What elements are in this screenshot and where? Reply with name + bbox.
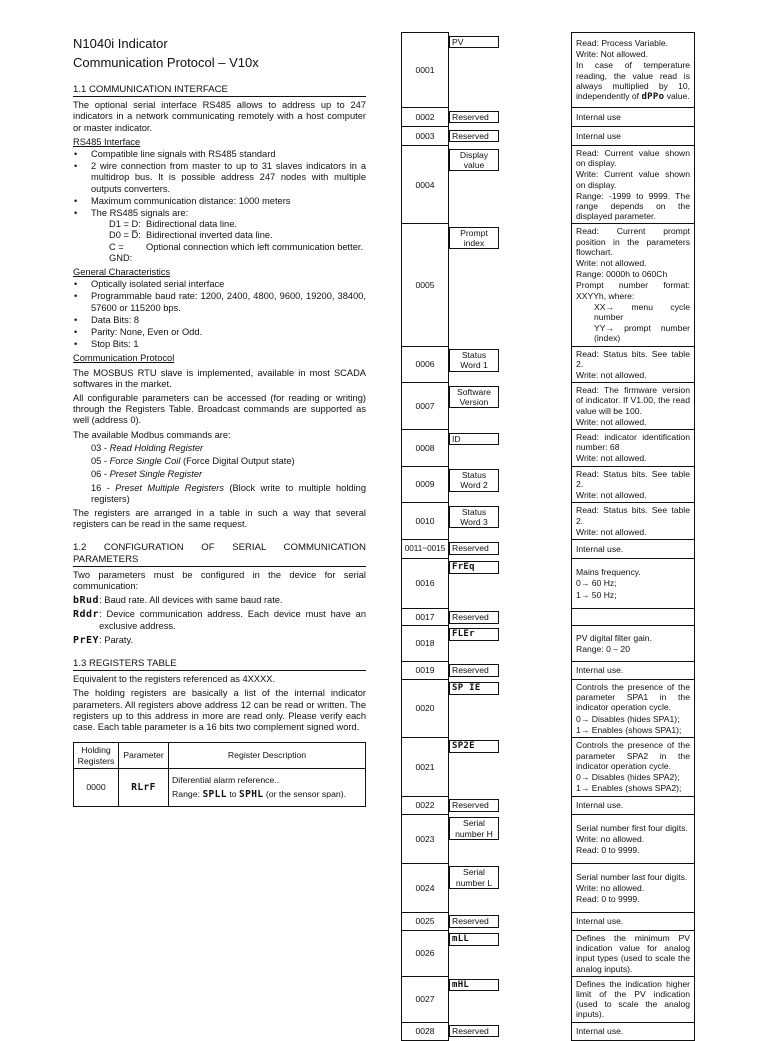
description-line: Internal use. — [576, 543, 624, 554]
command-number: 03 - — [91, 442, 110, 453]
command-name: Preset Multiple Registers — [115, 482, 225, 493]
register-number: 0002 — [402, 108, 449, 127]
registers-table — [401, 32, 695, 1041]
parameter-name: Serial number L — [449, 866, 499, 888]
parameter-code: PrEY — [73, 634, 100, 646]
register-description — [572, 814, 695, 863]
description-line: YY→ prompt number (index) — [594, 323, 690, 344]
description-line: Write: not allowed. — [576, 258, 647, 269]
signal-value: Bidirectional data line. — [146, 219, 237, 230]
list-item: • The RS485 signals are: — [73, 208, 366, 219]
list-item: • Compatible line signals with RS485 standard — [73, 149, 366, 160]
parameter-name — [119, 769, 169, 807]
description-line: Write: no allowed. — [576, 882, 645, 893]
description-line: 0→ 60 Hz; — [576, 578, 617, 589]
description-line: Internal use. — [576, 665, 624, 676]
register-number: 0022 — [402, 796, 449, 814]
parameter-code: SP2E — [452, 741, 475, 752]
description-line: Read: indicator identification number: 68 — [576, 432, 690, 453]
signal-value: Optional connection which left communication better. — [146, 241, 364, 252]
paragraph: Equivalent to the registers referenced as 4XXXX. — [73, 674, 276, 685]
register-description — [572, 608, 695, 625]
parameter-name: Status Word 1 — [449, 349, 499, 371]
modbus-command — [73, 456, 366, 467]
register-number: 0001 — [402, 33, 449, 108]
command-number: 05 - — [91, 456, 110, 467]
parameter-description: : Paraty. — [99, 634, 134, 645]
description-line: Read: Current prompt position in the parameters flowchart. — [576, 226, 690, 257]
register-description — [572, 346, 695, 383]
parameter-name: ID — [449, 433, 499, 445]
parameter-name — [449, 933, 499, 945]
register-description — [572, 737, 695, 796]
command-name: Force Single Coil — [109, 456, 181, 467]
description-line: 1→ Enables (shows SPA2); — [576, 783, 682, 794]
table-row — [402, 661, 695, 679]
parameter-name: Reserved — [449, 111, 499, 123]
description-line: Internal use. — [576, 800, 624, 811]
table-row — [402, 127, 695, 146]
description-line: 0→ Disables (hides SPA1); — [576, 713, 680, 724]
register-number: 0018 — [402, 625, 449, 661]
description-line: XX→ menu cycle number — [594, 301, 690, 323]
left-column — [73, 34, 366, 807]
section-heading-registers: 1.3 REGISTERS TABLE — [73, 658, 366, 671]
parameter-code: dPPo — [641, 91, 665, 102]
list-item: • Optically isolated serial interface — [73, 279, 366, 290]
description-line: Read: Status bits. See table 2. — [576, 468, 690, 489]
command-name: Preset Single Register — [109, 469, 203, 480]
register-number: 0025 — [402, 912, 449, 930]
table-row — [402, 863, 695, 912]
parameter-description: : Device communication address. Each device must have an exclusive address. — [99, 609, 366, 631]
register-description — [572, 108, 695, 127]
description-line: 1→ Enables (shows SPA1); — [576, 724, 682, 735]
description-line: Range: 0 – 20 — [576, 643, 630, 654]
subheading-protocol: Communication Protocol — [73, 353, 175, 364]
parameter-code: SP IE — [452, 683, 481, 694]
register-description — [572, 127, 695, 146]
parameter-code: mHL — [452, 980, 470, 991]
register-number: 0003 — [402, 127, 449, 146]
parameter-name: Prompt index — [449, 227, 499, 249]
list-item: • Parity: None, Even or Odd. — [73, 327, 366, 338]
right-column — [401, 32, 695, 1041]
description-text: value. — [666, 90, 690, 101]
register-number: 0010 — [402, 503, 449, 540]
column-header: Parameter — [119, 743, 169, 769]
parameter-name — [449, 682, 499, 694]
range-max: SPHL — [239, 788, 264, 800]
register-description — [572, 146, 695, 224]
parameter-name: Reserved — [449, 542, 499, 554]
list-item: • Maximum communication distance: 1000 meters — [73, 196, 366, 207]
description-line: 1→ 50 Hz; — [576, 589, 617, 600]
parameter-code: FLEr — [452, 629, 475, 640]
register-description — [572, 661, 695, 679]
description-line: Range: -1999 to 9999. The range depends on the displayed parameter. — [576, 190, 690, 222]
rs485-list — [73, 149, 366, 219]
description-line: Defines the indication higher limit of the PV indication (used to scale the analog inputs). — [576, 978, 690, 1020]
description-line: Write: not allowed. — [576, 490, 647, 501]
register-number: 0004 — [402, 146, 449, 224]
paragraph: The available Modbus commands are: — [73, 429, 231, 440]
description-line: Write: not allowed. — [576, 453, 647, 464]
description-line: Write: Not allowed. — [576, 49, 648, 60]
description-line: Read: Status bits. See table 2. — [576, 348, 690, 369]
register-number: 0017 — [402, 608, 449, 625]
register-number: 0005 — [402, 224, 449, 346]
table-row — [402, 224, 695, 346]
signal-key: C = GND: — [109, 241, 133, 263]
register-description — [572, 930, 695, 976]
list-item: • Data Bits: 8 — [73, 315, 366, 326]
table-row — [402, 108, 695, 127]
description-line: Internal use — [576, 111, 621, 122]
description-line: Write: Current value shown on display. — [576, 169, 690, 190]
table-header-row — [74, 743, 366, 769]
parameter-row — [73, 609, 366, 631]
parameter-name — [449, 561, 499, 573]
command-note: (Force Digital Output state) — [180, 456, 295, 467]
table-row — [402, 1022, 695, 1040]
register-description — [572, 625, 695, 661]
subheading-general: General Characteristics — [73, 267, 171, 278]
general-list — [73, 279, 366, 350]
table-row — [402, 608, 695, 625]
table-row — [402, 737, 695, 796]
description-line: Write: not allowed. — [576, 370, 647, 381]
registers-table-start — [73, 742, 366, 807]
table-row — [402, 346, 695, 383]
column-header: Register Description — [169, 743, 366, 769]
description-line: Read: The firmware version of indicator. If V1.00, the read value will be 100. — [576, 385, 690, 416]
parameter-name: Reserved — [449, 915, 499, 927]
register-description — [572, 679, 695, 737]
signal-key: D0 = D̅: — [109, 230, 141, 241]
list-item: • Stop Bits: 1 — [73, 339, 366, 350]
description-line: Read: 0 to 9999. — [576, 845, 640, 856]
description-line: Internal use. — [576, 1025, 624, 1036]
parameter-name: Reserved — [449, 1025, 499, 1037]
parameter-name — [449, 979, 499, 991]
signal-row — [73, 242, 366, 264]
paragraph: The MOSBUS RTU slave is implemented, available in most SCADA softwares in the market. — [73, 367, 366, 389]
register-number: 0008 — [402, 430, 449, 467]
description-line: Serial number last four digits. — [576, 871, 688, 882]
register-description — [572, 976, 695, 1022]
table-row — [402, 930, 695, 976]
register-number: 0016 — [402, 558, 449, 608]
register-number: 0006 — [402, 346, 449, 383]
parameter-name: Status Word 3 — [449, 506, 499, 528]
command-name: Read Holding Register — [109, 442, 204, 453]
description-line: Write: not allowed. — [576, 526, 647, 537]
table-row — [402, 796, 695, 814]
description-line: Read: Process Variable. — [576, 37, 669, 48]
table-row — [402, 503, 695, 540]
register-description — [572, 466, 695, 503]
parameter-name: Status Word 2 — [449, 469, 499, 491]
signal-key: D1 = D: — [109, 219, 141, 230]
register-number: 0019 — [402, 661, 449, 679]
description-line: Defines the minimum PV indication value for analog input types (used to scale the analog inputs). — [576, 932, 690, 974]
table-row — [402, 539, 695, 558]
parameter-name: Reserved — [449, 664, 499, 676]
table-row — [402, 146, 695, 224]
section-heading-text: 1.2 CONFIGURATION OF SERIAL COMMUNICATION PARAMETERS — [73, 542, 366, 565]
register-description — [572, 33, 695, 108]
parameter-name: Reserved — [449, 611, 499, 623]
description-line: Read: Current value shown on display. — [576, 148, 690, 169]
table-row — [402, 383, 695, 430]
command-number: 06 - — [91, 469, 110, 480]
register-description — [572, 863, 695, 912]
parameter-code: Rddr — [73, 609, 100, 621]
table-row — [402, 912, 695, 930]
signal-value: Bidirectional inverted data line. — [146, 230, 273, 241]
register-number: 0020 — [402, 679, 449, 737]
description-line — [576, 60, 690, 102]
document-title: N1040i Indicator — [73, 36, 168, 51]
range-separator: to — [226, 788, 239, 799]
description-line: Write: no allowed. — [576, 833, 645, 844]
parameter-name: Serial number H — [449, 817, 499, 839]
table-row — [74, 769, 366, 807]
section-heading-configuration — [73, 542, 366, 566]
paragraph: The registers are arranged in a table in such a way that several registers can be read in the same request. — [73, 507, 366, 530]
description-line: Read: 0 to 9999. — [576, 894, 640, 905]
paragraph: Two parameters must be configured in the device for serial communication: — [73, 569, 366, 591]
description-line: Controls the presence of the parameter SPA1 in the indicator operation cycle. — [576, 681, 690, 713]
list-item: • Programmable baud rate: 1200, 2400, 4800, 9600, 19200, 38400, 57600 or 115200 bps. — [73, 291, 366, 313]
list-item: • 2 wire connection from master to up to 31 slaves indicators in a multidrop bus. It is possible address 247 nodes with multiple outputs converters. — [73, 161, 366, 195]
register-number: 0021 — [402, 737, 449, 796]
register-description — [572, 430, 695, 467]
description-line: Prompt number format: XXYYh, where: — [576, 280, 690, 301]
description-line: Internal use. — [576, 916, 624, 927]
range-min: SPLL — [202, 788, 227, 800]
parameter-row — [73, 635, 366, 646]
register-description — [572, 224, 695, 346]
parameter-name: PV — [449, 36, 499, 48]
command-number: 16 - — [91, 482, 116, 493]
table-row — [402, 466, 695, 503]
register-description — [572, 383, 695, 430]
parameter-name: Reserved — [449, 799, 499, 811]
modbus-command — [73, 483, 366, 505]
paragraph: All configurable parameters can be accessed (for reading or writing) through the Registers Table. Broadcast commands are supported as well (address 0). — [73, 393, 366, 426]
subheading-rs485: RS485 Interface — [73, 136, 141, 147]
parameter-name: Software Version — [449, 386, 499, 408]
register-number: 0000 — [74, 769, 119, 807]
register-description — [169, 769, 366, 807]
description-line: Diferential alarm reference.. — [172, 775, 280, 786]
signal-row — [73, 230, 366, 241]
register-number: 0024 — [402, 863, 449, 912]
register-number: 0026 — [402, 930, 449, 976]
parameter-code: FrEq — [452, 562, 475, 573]
modbus-command — [73, 443, 366, 454]
parameter-name: Reserved — [449, 130, 499, 142]
parameter-name — [449, 628, 499, 640]
register-number: 0028 — [402, 1022, 449, 1040]
table-row — [402, 558, 695, 608]
parameter-code: mLL — [452, 934, 470, 945]
description-line: Read: Status bits. See table 2. — [576, 505, 690, 526]
description-line: Internal use — [576, 130, 621, 141]
parameter-code: RLrF — [131, 781, 156, 793]
signal-row — [73, 219, 366, 230]
modbus-command — [73, 469, 366, 480]
paragraph: The holding registers are basically a list of the internal indicator parameters. All registers above address 12 can be read or written. The registers up to this address in more are read only. Please verify each case. Each table parameter is a 16 bits two complement signed word. — [73, 688, 366, 732]
description-line — [172, 789, 362, 801]
table-row — [402, 976, 695, 1022]
parameter-row — [73, 595, 366, 606]
parameter-name — [449, 740, 499, 752]
paragraph-intro: The optional serial interface RS485 allows to address up to 247 indicators in a network communicating remotely with a host computer or master indicator. — [73, 100, 366, 133]
register-description — [572, 558, 695, 608]
section-heading-communication-interface: 1.1 COMMUNICATION INTERFACE — [73, 84, 366, 97]
table-row — [402, 814, 695, 863]
description-line: Serial number first four digits. — [576, 822, 688, 833]
register-number: 0007 — [402, 383, 449, 430]
table-row — [402, 430, 695, 467]
description-text: In case of temperature reading, the value read is always multiplied by 10, independently of — [576, 60, 690, 101]
command-note: (Block write to multiple holding registers) — [91, 482, 366, 504]
table-row — [402, 679, 695, 737]
parameter-code: bRud — [73, 595, 100, 607]
register-number: 0027 — [402, 976, 449, 1022]
register-description — [572, 796, 695, 814]
description-line: Write: not allowed. — [576, 416, 647, 427]
register-number: 0023 — [402, 814, 449, 863]
description-line: Mains frequency. — [576, 567, 641, 578]
parameter-name: Display value — [449, 149, 499, 171]
description-line: 0→ Disables (hides SPA2); — [576, 772, 680, 783]
column-header: Holding Registers — [74, 743, 119, 769]
register-description — [572, 912, 695, 930]
description-line: Range: 0000h to 060Ch — [576, 269, 668, 280]
description-line: PV digital filter gain. — [576, 632, 652, 643]
table-row — [402, 625, 695, 661]
register-description — [572, 539, 695, 558]
register-number: 0009 — [402, 466, 449, 503]
description-line: Controls the presence of the parameter SPA2 in the indicator operation cycle. — [576, 740, 690, 771]
register-number: 0011~0015 — [402, 539, 449, 558]
range-note: (or the sensor span). — [263, 788, 347, 799]
table-row — [402, 33, 695, 108]
parameter-description: : Baud rate. All devices with same baud rate. — [99, 595, 283, 606]
range-label: Range: — [172, 788, 203, 799]
register-description — [572, 503, 695, 540]
document-subtitle: Communication Protocol – V10x — [73, 55, 259, 70]
register-description — [572, 1022, 695, 1040]
